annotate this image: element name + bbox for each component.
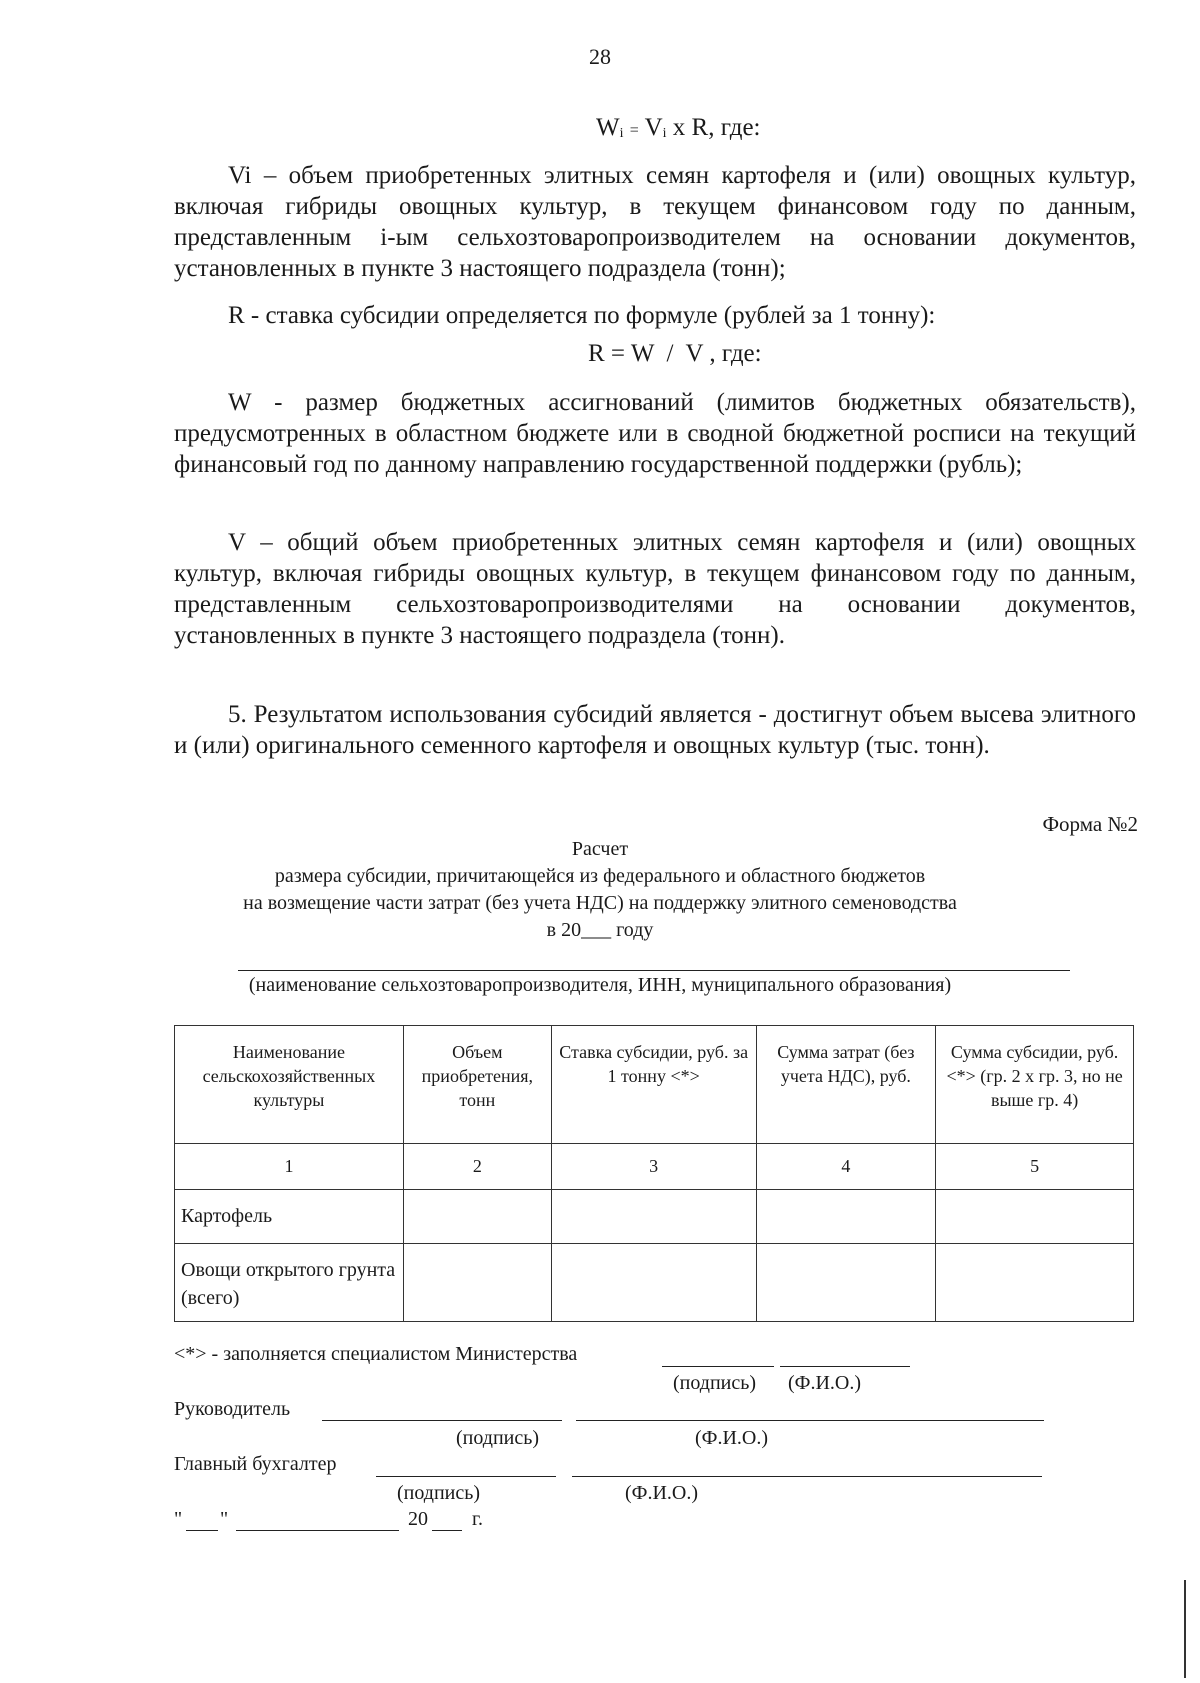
date-year-prefix: 20 xyxy=(408,1508,428,1530)
table-cell[interactable] xyxy=(403,1244,551,1322)
calc-title-line2: размера субсидии, причитающейся из федерального и областного бюджетов xyxy=(274,865,926,887)
head-fio-line[interactable] xyxy=(576,1420,1044,1421)
header-cell: Объем приобретения, тонн xyxy=(403,1026,551,1144)
accountant-sign-caption: (подпись) xyxy=(397,1482,481,1504)
specialist-signature-line[interactable] xyxy=(662,1366,774,1367)
paragraph-v-text: V – общий объем приобретенных элитных семян картофеля и (или) овощных культур, включая гибриды овощных культур, в текущем финансовом году по данным, представленным сельхозтоваропроизводителями на основании документов, установленных в пункте 3 настоящего подраздела (тонн). xyxy=(174,529,1136,649)
formula-v-sub: i xyxy=(662,126,667,141)
paragraph-vi-text: Vi – объем приобретенных элитных семян картофеля и (или) овощных культур, включая гибриды овощных культур, в текущем финансовом году по данным, представленным i-ым сельхозтоваропроизводителем на основании документов, установленных в пункте 3 настоящего подраздела (тонн); xyxy=(174,162,1136,282)
date-month-line[interactable] xyxy=(236,1530,399,1531)
formula-wi xyxy=(596,114,761,142)
scan-edge-mark xyxy=(1184,1580,1186,1678)
table-cell[interactable] xyxy=(756,1244,936,1322)
producer-name-line[interactable] xyxy=(238,970,1070,971)
table-cell[interactable] xyxy=(936,1244,1134,1322)
formula-w: W xyxy=(596,114,620,141)
producer-name-caption: (наименование сельхозтоваропроизводителя, ИНН, муниципального образования) xyxy=(248,974,952,996)
accountant-fio-line[interactable] xyxy=(572,1476,1042,1477)
specialist-note: <*> - заполняется специалистом Министерства xyxy=(174,1343,578,1365)
form-label: Форма №2 xyxy=(1042,812,1138,836)
table-cell[interactable] xyxy=(403,1190,551,1244)
column-number: 5 xyxy=(936,1144,1134,1190)
header-cell: Сумма субсидии, руб. <*> (гр. 2 х гр. 3, но не выше гр. 4) xyxy=(936,1026,1134,1144)
column-number: 1 xyxy=(175,1144,404,1190)
date-suffix: г. xyxy=(472,1508,483,1530)
head-fio-caption: (Ф.И.О.) xyxy=(695,1427,769,1449)
formula-eq: = xyxy=(629,122,639,139)
column-number: 3 xyxy=(551,1144,756,1190)
paragraph-5 xyxy=(174,699,1136,761)
table-row xyxy=(175,1244,1134,1322)
paragraph-r xyxy=(174,300,1136,331)
paragraph-w-text: W - размер бюджетных ассигнований (лимитов бюджетных обязательств), предусмотренных в областном бюджете или в сводной бюджетной росписи на текущий финансовый год по данному направлению государственной поддержки (рубль); xyxy=(174,389,1136,478)
date-quote-close: " xyxy=(220,1508,229,1530)
table-cell[interactable] xyxy=(756,1190,936,1244)
page-number: 28 xyxy=(589,44,611,69)
head-sign-caption: (подпись) xyxy=(456,1427,540,1449)
date-day-line[interactable] xyxy=(186,1530,218,1531)
specialist-fio-caption: (Ф.И.О.) xyxy=(788,1372,862,1394)
paragraph-r-text: R - ставка субсидии определяется по формуле (рублей за 1 тонну): xyxy=(228,302,936,329)
specialist-fio-line[interactable] xyxy=(780,1366,910,1367)
formula-v: V xyxy=(644,114,663,141)
accountant-signature-line[interactable] xyxy=(376,1476,556,1477)
column-number: 4 xyxy=(756,1144,936,1190)
header-cell: Наименование сельскохозяйственных культуры xyxy=(175,1026,404,1144)
calc-title xyxy=(0,836,1200,944)
formula-w-sub: i xyxy=(619,126,624,141)
table-header-row xyxy=(175,1026,1134,1144)
calc-title-line1: Расчет xyxy=(571,838,629,860)
table-cell[interactable] xyxy=(551,1190,756,1244)
date-year-line[interactable] xyxy=(432,1530,462,1531)
formula-rest: x R, где: xyxy=(672,114,761,141)
paragraph-vi xyxy=(174,160,1136,284)
header-cell: Сумма затрат (без учета НДС), руб. xyxy=(756,1026,936,1144)
accountant-fio-caption: (Ф.И.О.) xyxy=(625,1482,699,1504)
table-cell[interactable] xyxy=(551,1244,756,1322)
specialist-sign-caption: (подпись) xyxy=(673,1372,757,1394)
head-label: Руководитель xyxy=(174,1398,291,1420)
table-cell[interactable] xyxy=(936,1190,1134,1244)
accountant-label: Главный бухгалтер xyxy=(174,1453,337,1475)
paragraph-v xyxy=(174,527,1136,651)
paragraph-w xyxy=(174,387,1136,480)
subsidy-table xyxy=(174,1025,1134,1322)
column-number: 2 xyxy=(403,1144,551,1190)
table-number-row xyxy=(175,1144,1134,1190)
paragraph-5-text: 5. Результатом использования субсидий является - достигнут объем высева элитного и (или) оригинального семенного картофеля и овощных культур (тыс. тонн). xyxy=(174,701,1136,759)
calc-title-line3: на возмещение части затрат (без учета НДС) на поддержку элитного семеноводства xyxy=(243,892,957,914)
date-quote-open: " xyxy=(174,1508,183,1530)
table-row xyxy=(175,1190,1134,1244)
row-name: Овощи открытого грунта (всего) xyxy=(175,1244,404,1322)
head-signature-line[interactable] xyxy=(322,1420,562,1421)
formula-r: R = W / V , где: xyxy=(588,340,762,367)
row-name: Картофель xyxy=(175,1190,404,1244)
calc-title-line4: в 20___ году xyxy=(546,919,654,941)
header-cell: Ставка субсидии, руб. за 1 тонну <*> xyxy=(551,1026,756,1144)
